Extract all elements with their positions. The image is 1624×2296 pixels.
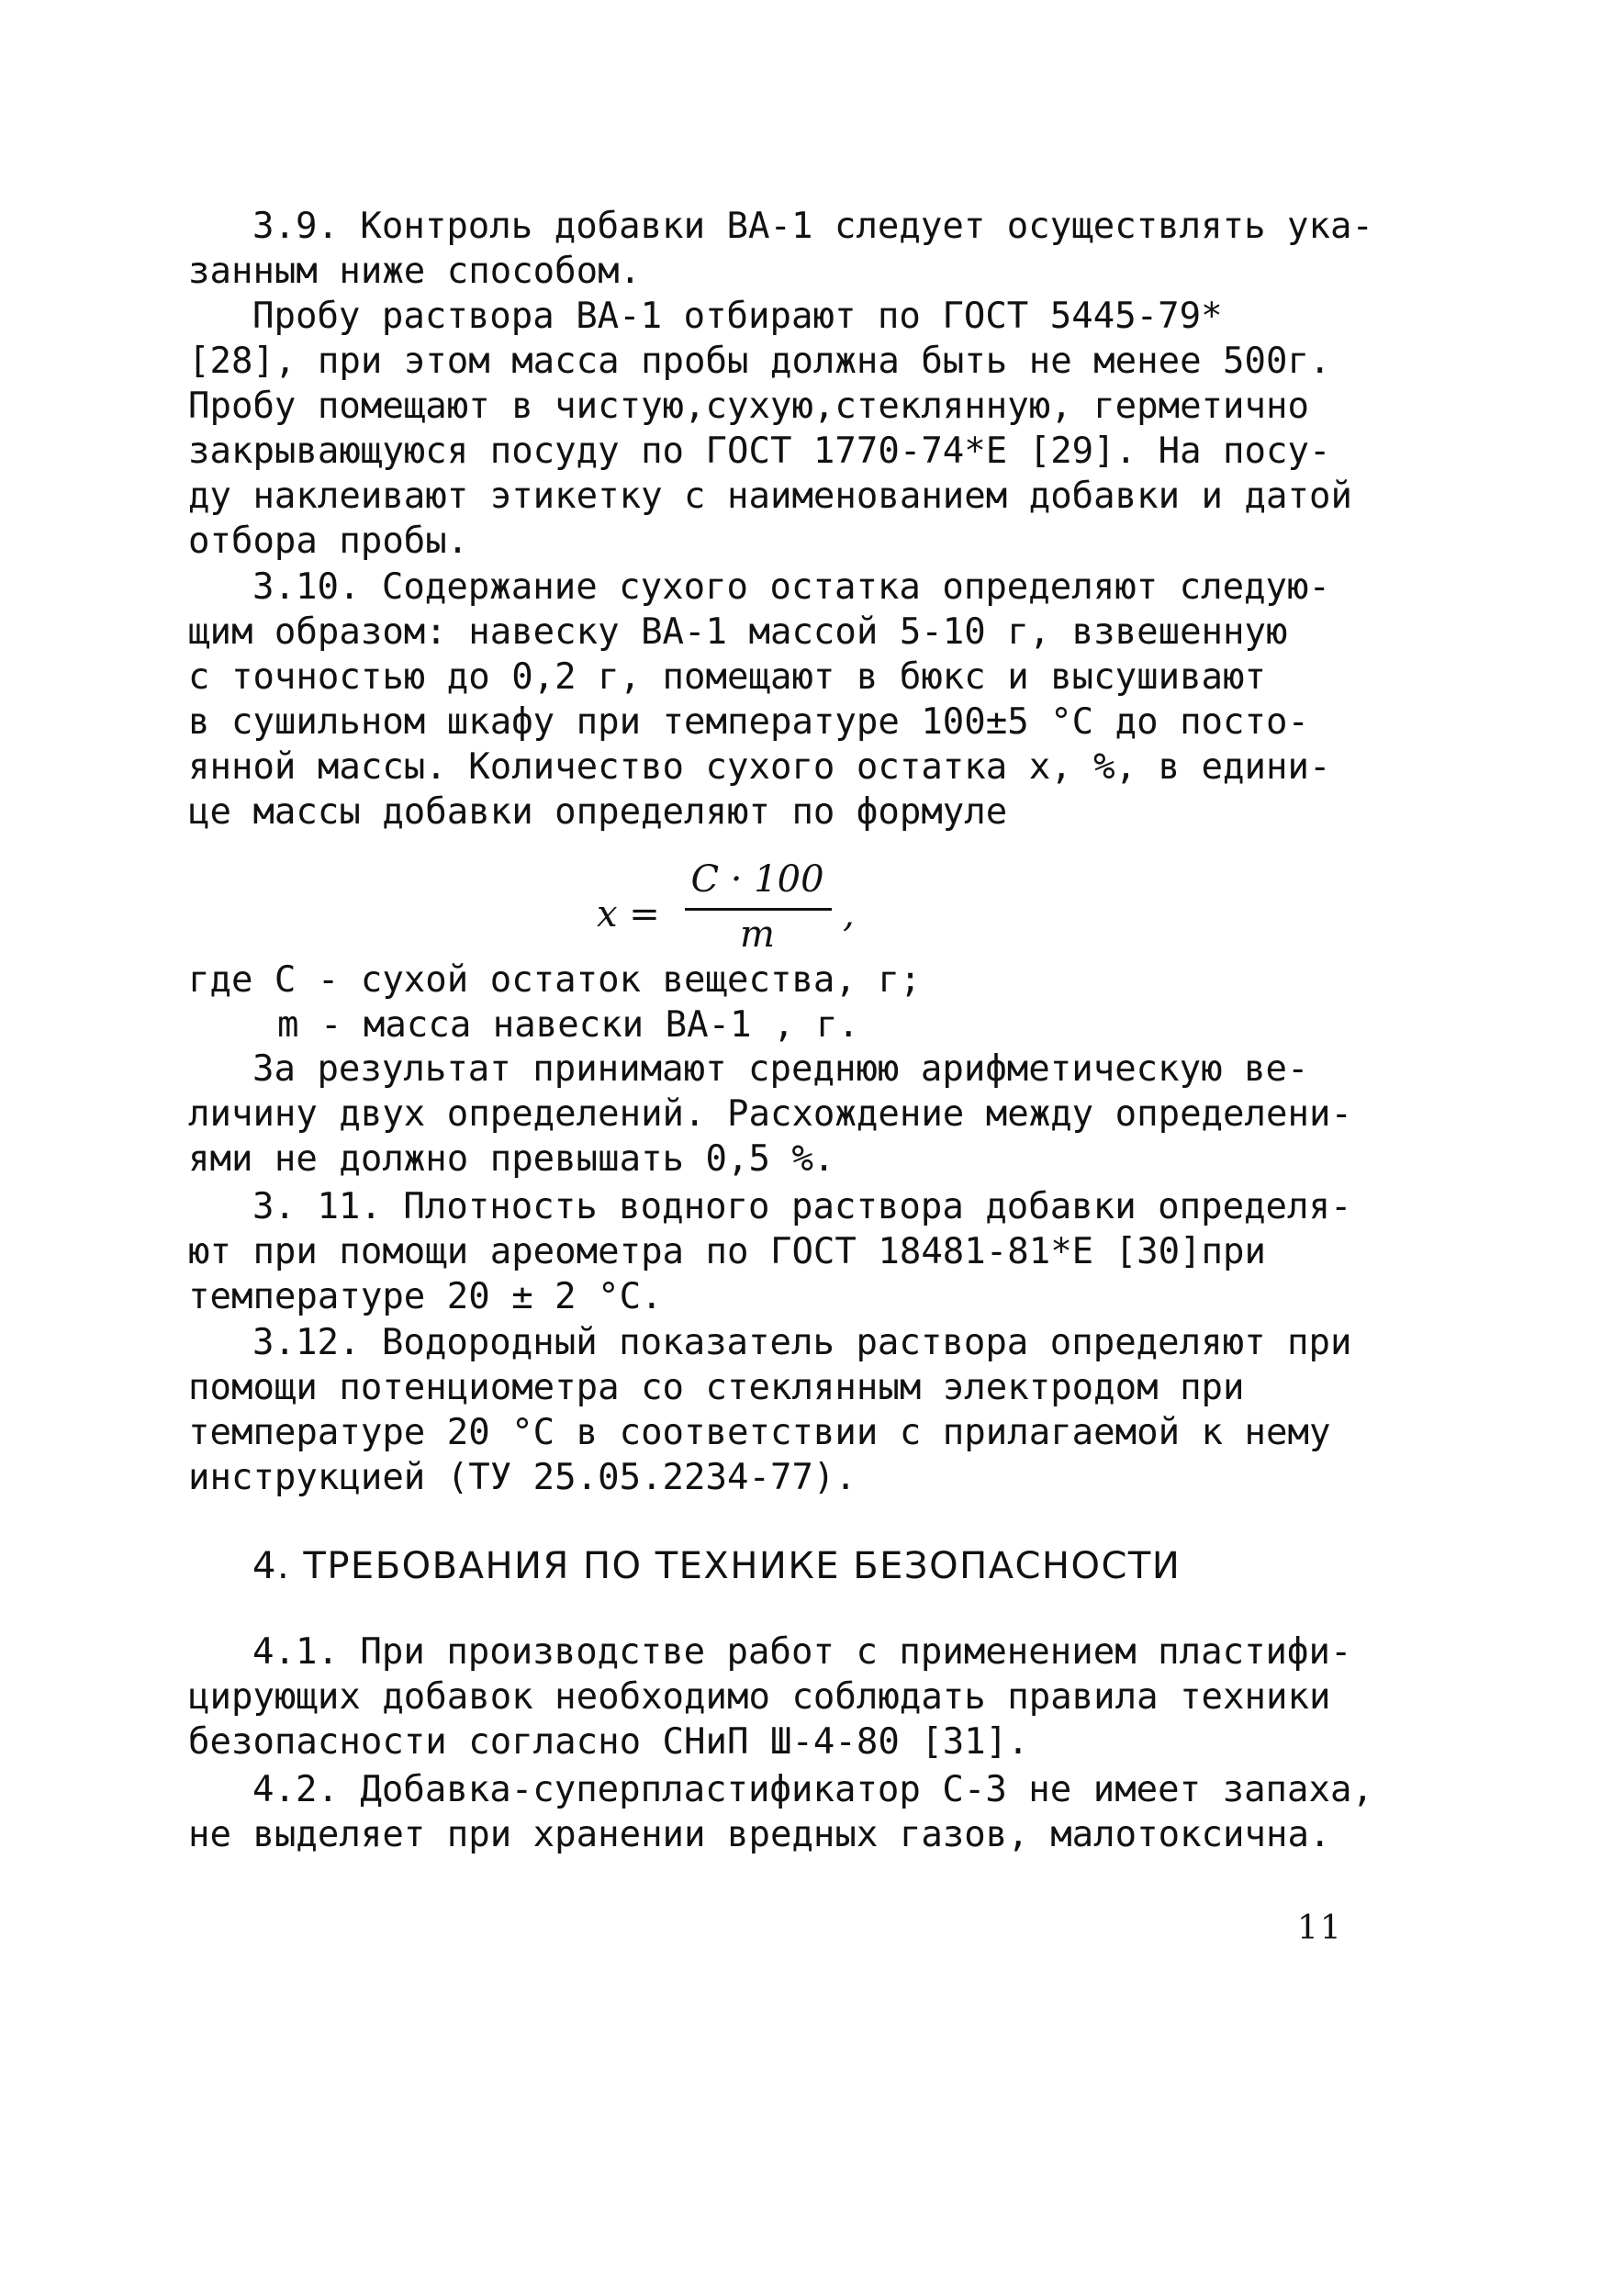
text-line: температуре 20 ± 2 °С.: [188, 1276, 663, 1317]
text-line: 4.2. Добавка-суперпластификатор С-3 не имеет запаха,: [252, 1769, 1373, 1810]
text-line: с точностью до 0,2 г, помещают в бюкс и высушивают: [188, 656, 1266, 698]
paragraph-3-9: [188, 204, 1409, 294]
text-line: помощи потенциометра со стеклянным электродом при: [188, 1367, 1245, 1408]
text-line: где C - сухой остаток вещества, г;: [188, 959, 922, 1001]
text-line: ду наклеивают этикетку с наименованием добавки и датой: [188, 476, 1352, 517]
formula-numerator: C · 100: [690, 858, 824, 901]
text-line: За результат принимают среднюю арифметическую ве-: [252, 1048, 1309, 1090]
paragraph-result: [188, 1047, 1409, 1182]
text-line: закрывающуюся посуду по ГОСТ 1770-74*Е [29]. На посу-: [188, 431, 1331, 472]
text-line: Пробу раствора ВА-1 отбирают по ГОСТ 5445-79*: [252, 296, 1223, 337]
text-line: 3.12. Водородный показатель раствора определяют при: [252, 1322, 1352, 1363]
text-line: ями не должно превышать 0,5 %.: [188, 1138, 835, 1180]
text-line: це массы добавки определяют по формуле: [188, 791, 1008, 833]
text-line: в сушильном шкафу при температуре 100±5 °С до посто-: [188, 701, 1309, 743]
formula-denominator: m: [740, 913, 775, 956]
text-line: Пробу помещают в чистую,сухую,стеклянную, герметично: [188, 386, 1309, 427]
paragraph-3-10: [188, 565, 1409, 834]
text-line: [28], при этом масса пробы должна быть не менее 500г.: [188, 341, 1331, 382]
text-line: не выделяет при хранении вредных газов, малотоксична.: [188, 1814, 1331, 1855]
formula-lhs: x =: [597, 893, 660, 935]
paragraph-4-1: [188, 1630, 1409, 1764]
text-line: отбора пробы.: [188, 521, 469, 562]
fraction-bar: [685, 908, 832, 911]
text-line: ют при помощи ареометра по ГОСТ 18481-81*Е [30]при: [188, 1231, 1266, 1272]
text-line: личину двух определений. Расхождение между определени-: [188, 1093, 1352, 1135]
section-heading: 4. ТРЕБОВАНИЯ ПО ТЕХНИКЕ БЕЗОПАСНОСТИ: [252, 1545, 1182, 1587]
paragraph-4-2: [188, 1767, 1409, 1857]
text-line: янной массы. Количество сухого остатка x, %, в едини-: [188, 746, 1331, 788]
formula-trailing: ,: [843, 893, 855, 935]
text-line: 3.10. Содержание сухого остатка определяют следую-: [252, 566, 1330, 608]
text-line: 3.9. Контроль добавки ВА-1 следует осуществлять ука-: [252, 206, 1373, 247]
text-line: инструкцией (ТУ 25.05.2234-77).: [188, 1457, 857, 1498]
text-line: цирующих добавок необходимо соблюдать правила техники: [188, 1676, 1331, 1718]
text-line: m - масса навески ВА-1 , г.: [277, 1004, 859, 1046]
text-line: 4.1. При производстве работ с применением пластифи-: [252, 1631, 1352, 1673]
text-line: температуре 20 °С в соответствии с прилагаемой к нему: [188, 1412, 1331, 1453]
text-line: безопасности согласно СНиП Ш-4-80 [31].: [188, 1721, 1029, 1763]
paragraph-3-11: [188, 1184, 1409, 1319]
dry-residue-formula: [597, 858, 872, 969]
text-line: щим образом: навеску ВА-1 массой 5-10 г, взвешенную: [188, 611, 1288, 653]
text-line: 3. 11. Плотность водного раствора добавки определя-: [252, 1186, 1352, 1227]
paragraph-sampling: [188, 294, 1409, 564]
text-line: занным ниже способом.: [188, 251, 642, 292]
formula-legend: [188, 958, 1409, 1047]
paragraph-3-12: [188, 1320, 1409, 1500]
page-number: 11: [1297, 1910, 1343, 1947]
